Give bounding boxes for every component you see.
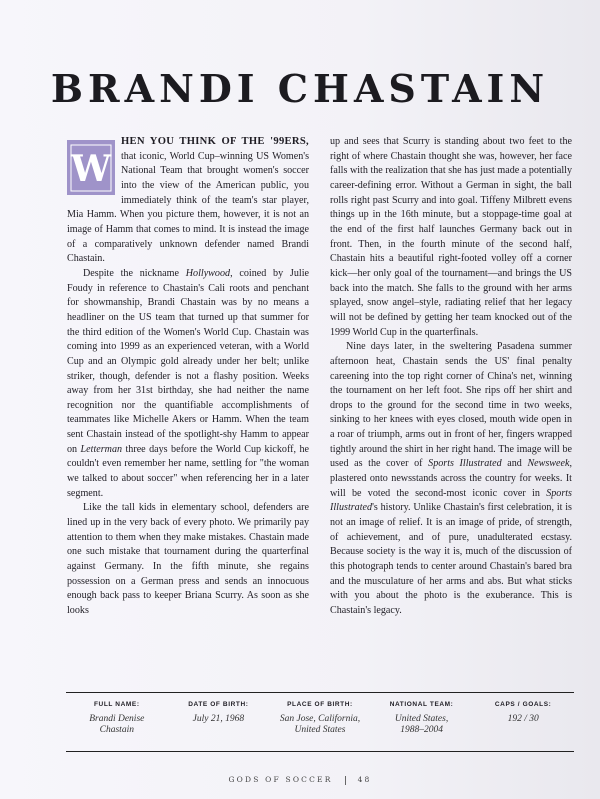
paragraph: Nine days later, in the sweltering Pasadena summer afternoon heat, Chastain sends the US' final penalty careening into the top right corner of China's net, winning the tournament on her left foot. She rips off her shirt and drops to the ground for the second time in two weeks, sinking to her knees with eyes closed, mouth wide open in a roar of triumph, arms out in front of her, fingers wrapped tightly around the shirt in her right hand. The image will be used as the cover of Sports Illustrated and Newsweek, plastered onto newsstands across the country for weeks. It will be voted the second-most iconic cover in Sports Illustrated's history. Unlike Chastain's first celebration, it is not an image of relief. It is an image of pride, of strength, of achievement, and of pure, unadulterated ecstasy. Because society is the way it is, much of the discussion of this photograph tends to center around Chastain's bared bra and the musculature of her arms and abs. But what sticks with you about the photo is the exuberance. This is Chastain's legacy. bbox=[330, 341, 573, 616]
page-footer bbox=[0, 775, 600, 785]
lead-in: HEN YOU THINK OF THE '99ERS, bbox=[121, 136, 309, 147]
paragraph: Despite the nickname Hollywood, coined by Julie Foudy in reference to Chastain's Cali roots and penchant for showmanship, Brandi Chastain was by no means a headliner on the US team that turned up that summer for the third edition of the Women's World Cup. Chastain was coming into 1999 as an experienced veteran, with a World Cup and an Olympic gold already under her belt; unlike striker, though, defender is not a flashy position. Weeks away from her 31st birthday, she had neither the name recognition nor the quantifiable accomplishments of teammates like Michelle Akers or Hamm. When the team sent Chastain instead of the spotlight-shy Hamm to appear on Letterman three days before the World Cup kickoff, he couldn't even remember her name, settling for "the woman we talked to about soccer" when referencing her in a later segment. bbox=[67, 267, 310, 499]
fact-date-of-birth: DATE OF BIRTH: July 21, 1968 bbox=[188, 701, 249, 724]
fact-place-of-birth: PLACE OF BIRTH: San Jose, California, United States bbox=[279, 701, 361, 735]
paragraph: up and sees that Scurry is standing about two feet to the right of where Chastain thought she was, however, her face falls with the realization that she has just made a potentially career-defining error. Without a German in sight, the ball rolls right past Scurry and into goal. Tiffeny Milbrett evens things up in the 16th minute, but a stoppage-time goal at the end of the first half launches Germany back out in front. Then, in the fourth minute of the second half, Chastain hits a beautiful right-footed volley off a corner kick—her only goal of the tournament—and brings the US back into the match. She falls to the ground with her arms splayed, snow angel–style, radiating relief that her legacy will not be defined by getting her team knocked out of the 1999 World Cup in the quarterfinals. bbox=[330, 136, 572, 338]
book-title: GODS OF SOCCER bbox=[228, 775, 333, 784]
fact-national-team: NATIONAL TEAM: United States, 1988–2004 bbox=[389, 701, 454, 735]
page-number: 48 bbox=[357, 775, 372, 784]
article-body bbox=[67, 135, 573, 616]
paragraph: W HEN YOU THINK OF THE '99ERS, that iconic, World Cup–winning US Women's National Team that brought women's soccer into the view of the American public, you immediately think of the team's star player, Mia Hamm. When you picture them, however, it is not an image of Hamm that comes to mind. It is instead the image of a comparatively unknown defender named Brandi Chastain. bbox=[67, 136, 309, 265]
fact-full-name: FULL NAME: Brandi Denise Chastain bbox=[89, 701, 145, 735]
player-facts bbox=[66, 692, 574, 752]
page-title: BRANDI CHASTAIN bbox=[50, 66, 550, 111]
paragraph: Like the tall kids in elementary school, defenders are lined up in the very back of every photo. We primarily pay attention to them when they make mistakes. Chastain made one such mistake that tournament during the quarterfinal against Germany. In the fifth minute, she regains possession on a German press and sends an innocuous enough back pass to keeper Briana Scurry. As soon as she looks bbox=[67, 502, 309, 616]
fact-caps-goals: CAPS / GOALS: 192 / 30 bbox=[494, 701, 552, 724]
column-right bbox=[330, 135, 573, 616]
footer-divider bbox=[345, 776, 346, 785]
dropcap-icon bbox=[67, 140, 115, 195]
svg-text:W: W bbox=[70, 147, 112, 190]
column-left bbox=[67, 135, 310, 616]
